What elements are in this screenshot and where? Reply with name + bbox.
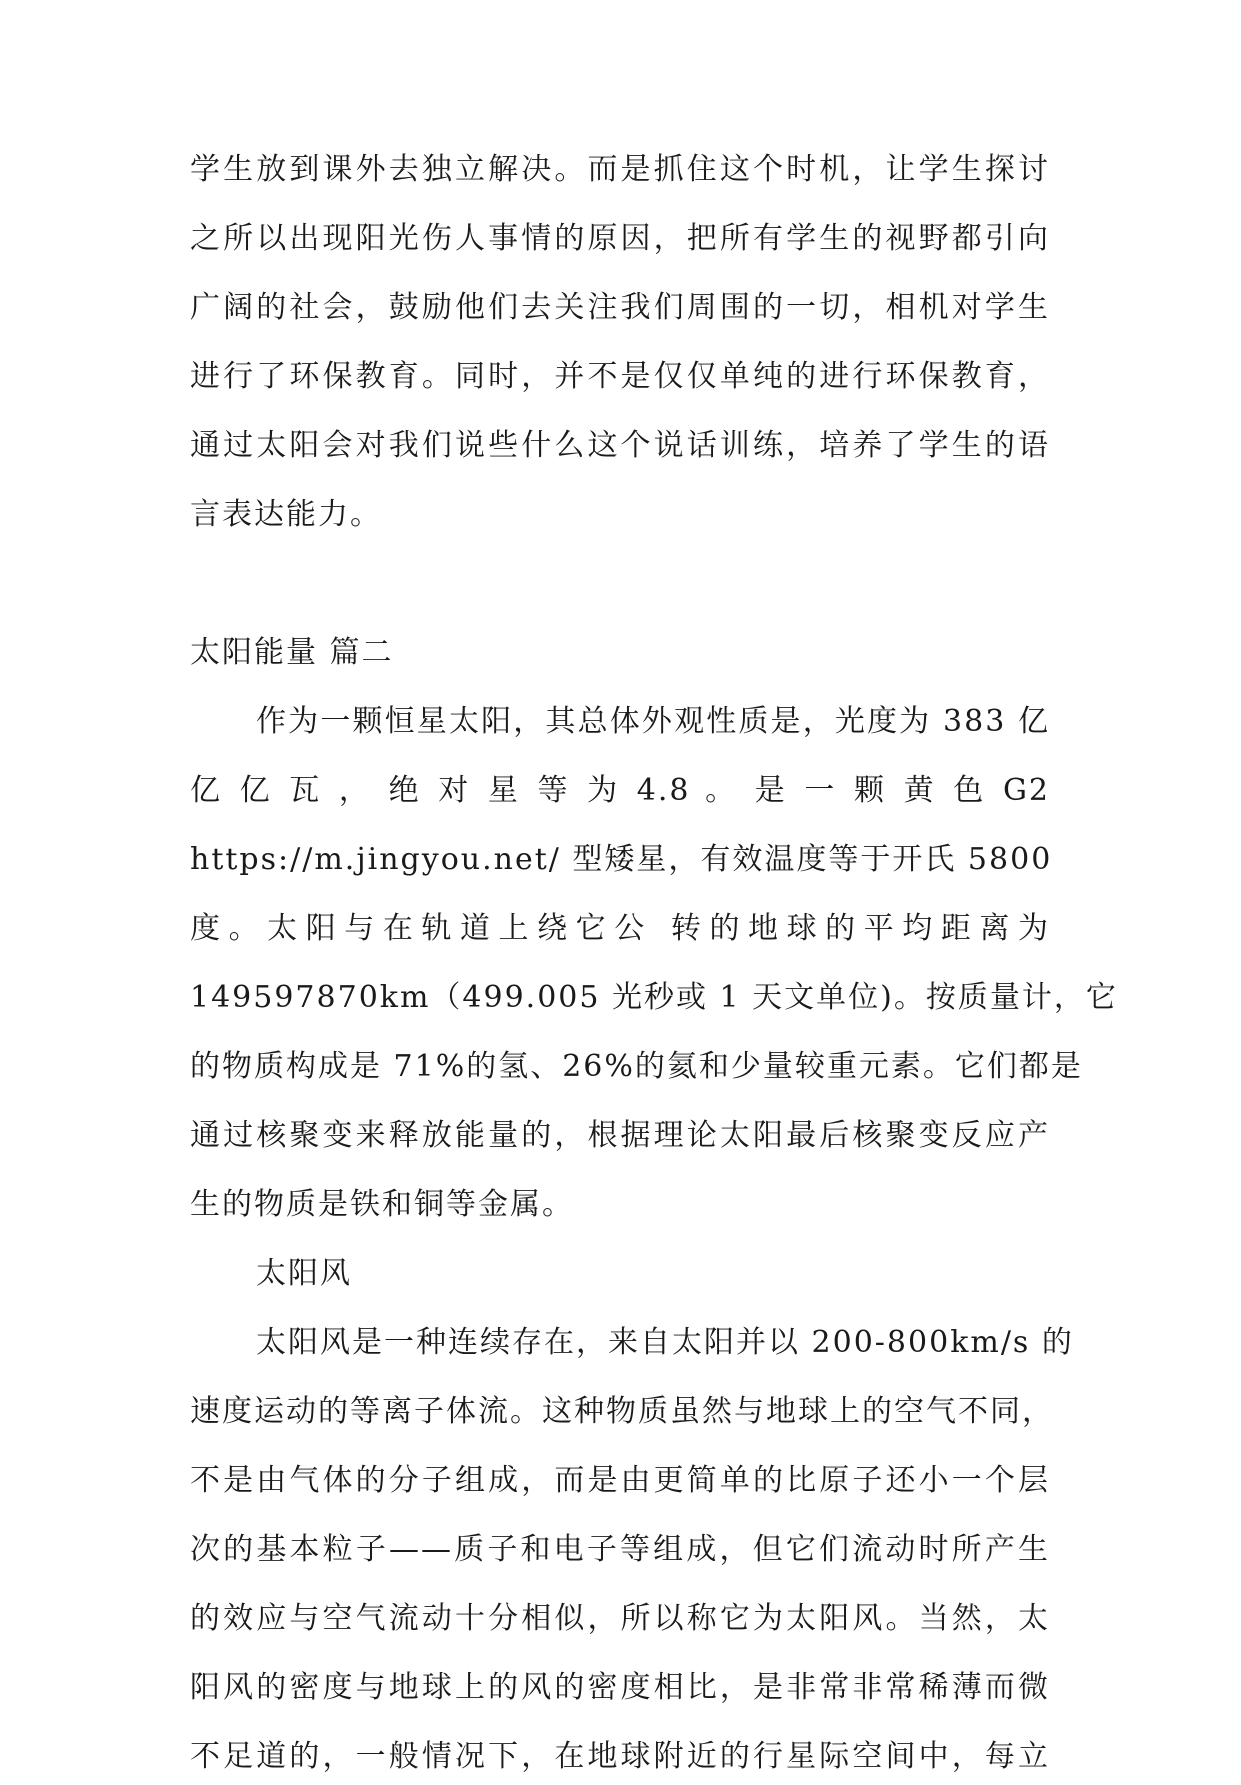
paragraph-line: 149597870km（499.005 光秒或 1 天文单位)。按质量计，它 [190,980,1118,1015]
paragraph-line: 不是由气体的分子组成，而是由更简单的比原子还小一个层 [190,1463,1050,1498]
section-heading: 太阳风 [256,1256,352,1291]
paragraph-line: https://m.jingyou.net/ 型矮星，有效温度等于开氏 5800 [190,842,1053,877]
paragraph-line: 生的物质是铁和铜等金属。 [190,1187,574,1222]
paragraph-line: 阳风的密度与地球上的风的密度相比，是非常非常稀薄而微 [190,1670,1050,1705]
paragraph-line: 的物质构成是 71%的氢、26%的氦和少量较重元素。它们都是 [190,1049,1083,1084]
paragraph-line: 不足道的，一般情况下，在地球附近的行星际空间中，每立 [190,1739,1050,1774]
section-heading: 太阳能量 篇二 [190,635,394,670]
paragraph-line: 度。太阳与在轨道上绕它公 转的地球的平均距离为 [190,911,1050,946]
paragraph-line: 言表达能力。 [190,497,382,532]
paragraph-line: 通过核聚变来释放能量的，根据理论太阳最后核聚变反应产 [190,1118,1050,1153]
paragraph-line: 通过太阳会对我们说些什么这个说话训练，培养了学生的语 [190,428,1050,463]
paragraph-line: 学生放到课外去独立解决。而是抓住这个时机，让学生探讨 [190,152,1050,187]
paragraph-line: 进行了环保教育。同时，并不是仅仅单纯的进行环保教育， [190,359,1050,394]
paragraph-line: 亿 亿 瓦 ， 绝 对 星 等 为 4.8 。 是 一 颗 黄 色 G2 [190,773,1050,808]
paragraph-line: 广阔的社会，鼓励他们去关注我们周围的一切，相机对学生 [190,290,1050,325]
paragraph-line: 太阳风是一种连续存在，来自太阳并以 200-800km/s 的 [256,1325,1074,1360]
paragraph-line: 作为一颗恒星太阳，其总体外观性质是，光度为 383 亿 [256,704,1050,739]
paragraph-line: 速度运动的等离子体流。这种物质虽然与地球上的空气不同， [190,1394,1054,1429]
paragraph-line: 之所以出现阳光伤人事情的原因，把所有学生的视野都引向 [190,221,1050,256]
paragraph-line: 次的基本粒子——质子和电子等组成，但它们流动时所产生 [190,1532,1050,1567]
paragraph-line: 的效应与空气流动十分相似，所以称它为太阳风。当然，太 [190,1601,1050,1636]
